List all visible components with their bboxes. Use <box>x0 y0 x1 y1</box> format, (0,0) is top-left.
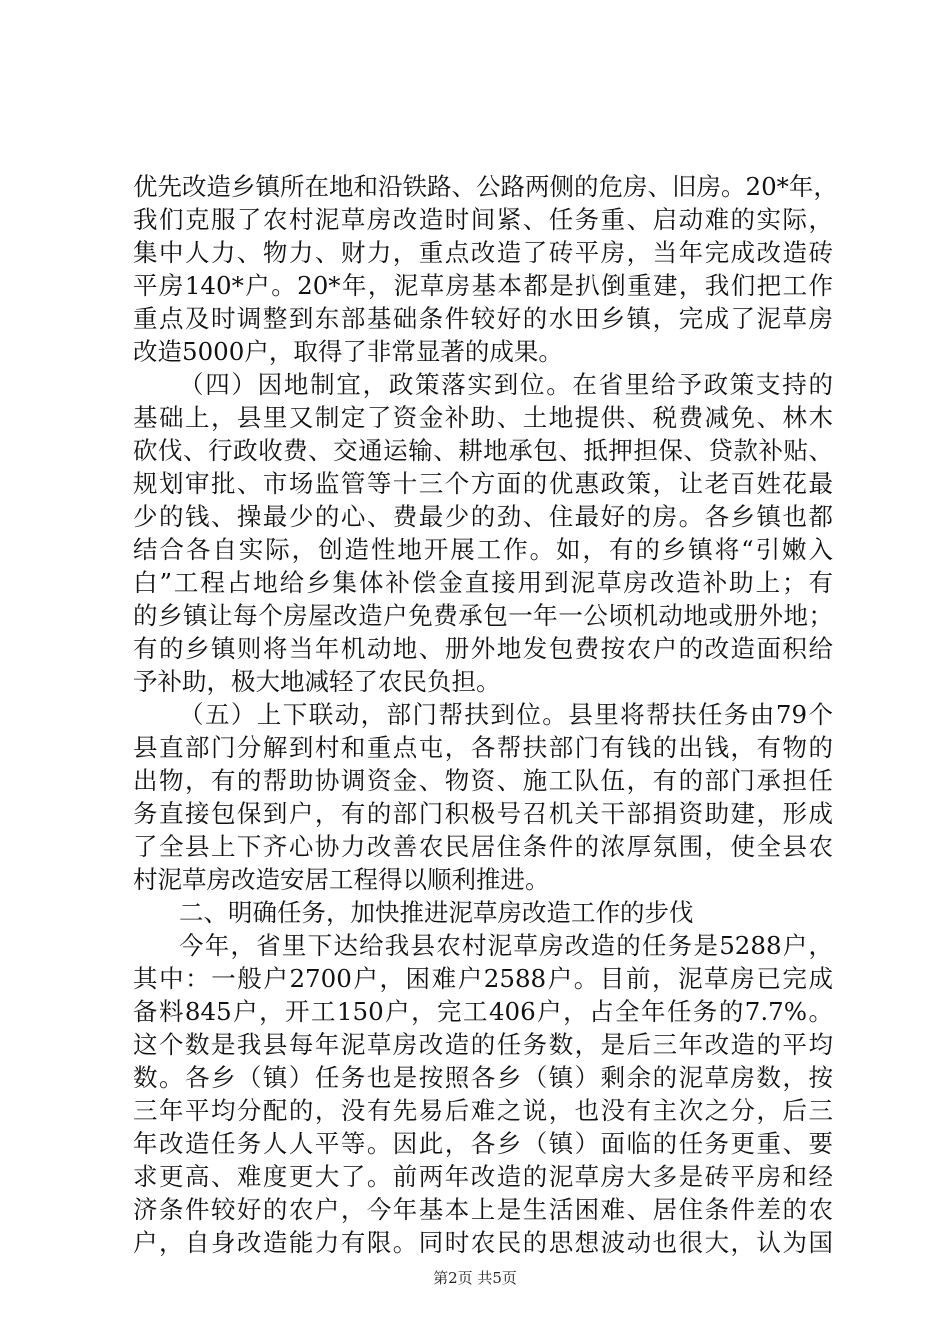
text-line: 结合各自实际，创造性地开展工作。如，有的乡镇将“引嫩入 <box>133 535 833 564</box>
text-line: 户，自身改造能力有限。同时农民的思想波动也很大，认为国 <box>133 1228 833 1257</box>
text-line: 济条件较好的农户，今年基本上是生活困难、居住条件差的农 <box>133 1195 833 1224</box>
text-line: 县直部门分解到村和重点屯，各帮扶部门有钱的出钱，有物的 <box>133 733 833 762</box>
text-line: 三年平均分配的，没有先易后难之说，也没有主次之分，后三 <box>133 1096 833 1125</box>
text-line: 年改造任务人人平等。因此，各乡（镇）面临的任务更重、要 <box>133 1129 833 1158</box>
text-line: 村泥草房改造安居工程得以顺利推进。 <box>133 865 550 894</box>
text-line: 重点及时调整到东部基础条件较好的水田乡镇，完成了泥草房 <box>133 304 833 333</box>
section-heading: 二、明确任务，加快推进泥草房改造工作的步伐 <box>179 898 694 927</box>
text-line: 备料845户，开工150户，完工406户，占全年任务的7.7%。 <box>133 997 833 1026</box>
text-line: 这个数是我县每年泥草房改造的任务数，是后三年改造的平均 <box>133 1030 833 1059</box>
text-line: 其中：一般户2700户，困难户2588户。目前，泥草房已完成 <box>133 964 833 993</box>
text-line: 我们克服了农村泥草房改造时间紧、任务重、启动难的实际， <box>133 205 833 234</box>
text-line: 务直接包保到户，有的部门积极号召机关干部捐资助建，形成 <box>133 799 833 828</box>
text-line: 少的钱、操最少的心、费最少的劲、住最好的房。各乡镇也都 <box>133 502 833 531</box>
body-text <box>133 170 838 1259</box>
text-line: 了全县上下齐心协力改善农民居住条件的浓厚氛围，使全县农 <box>133 832 833 861</box>
text-line: 有的乡镇则将当年机动地、册外地发包费按农户的改造面积给 <box>133 634 833 663</box>
paragraph-start-line: 今年，省里下达给我县农村泥草房改造的任务是5288户， <box>179 931 833 960</box>
paragraph-start-line: （五）上下联动，部门帮扶到位。县里将帮扶任务由79个 <box>179 700 833 729</box>
text-line: 基础上，县里又制定了资金补助、土地提供、税费减免、林木 <box>133 403 833 432</box>
text-line: 集中人力、物力、财力，重点改造了砖平房，当年完成改造砖 <box>133 238 833 267</box>
text-line: 平房140*户。20*年，泥草房基本都是扒倒重建，我们把工作 <box>133 271 833 300</box>
text-line: 白”工程占地给乡集体补偿金直接用到泥草房改造补助上；有 <box>133 568 833 597</box>
text-line: 予补助，极大地减轻了农民负担。 <box>133 667 501 696</box>
text-line: 砍伐、行政收费、交通运输、耕地承包、抵押担保、贷款补贴、 <box>133 436 833 465</box>
text-line: 改造5000户，取得了非常显著的成果。 <box>133 337 563 366</box>
page-number-footer: 第2页 共5页 <box>433 1269 517 1287</box>
text-line: 优先改造乡镇所在地和沿铁路、公路两侧的危房、旧房。20*年， <box>133 172 838 201</box>
paragraph-start-line: （四）因地制宜，政策落实到位。在省里给予政策支持的 <box>179 370 833 399</box>
text-line: 的乡镇让每个房屋改造户免费承包一年一公顷机动地或册外地； <box>133 601 833 630</box>
text-line: 规划审批、市场监管等十三个方面的优惠政策，让老百姓花最 <box>133 469 833 498</box>
text-line: 求更高、难度更大了。前两年改造的泥草房大多是砖平房和经 <box>133 1162 833 1191</box>
text-line: 数。各乡（镇）任务也是按照各乡（镇）剩余的泥草房数，按 <box>133 1063 833 1092</box>
text-line: 出物，有的帮助协调资金、物资、施工队伍，有的部门承担任 <box>133 766 833 795</box>
